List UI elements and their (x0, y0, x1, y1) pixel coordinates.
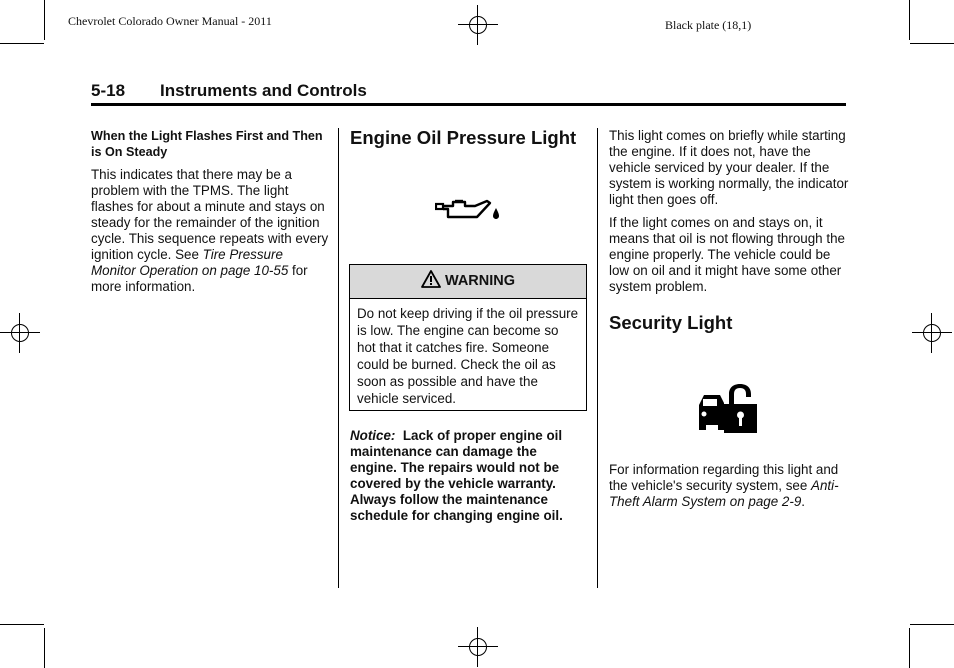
heading-oil-pressure: Engine Oil Pressure Light (350, 127, 577, 148)
cross-reference-link[interactable]: Anti-Theft Alarm System on page 2-9 (609, 478, 839, 509)
cross-reference-link[interactable]: Tire Pressure Monitor Operation on page 10-55 (91, 247, 289, 278)
crop-mark (910, 624, 954, 625)
subheading: When the Light Flashes First and Then is On Steady (91, 129, 323, 159)
warning-header (350, 265, 586, 299)
crop-mark (0, 43, 44, 44)
exclamation-triangle-icon (421, 270, 441, 288)
registration-mark-top (458, 5, 498, 45)
oil-light-paragraph-1: This light comes on briefly while starting the engine. If it does not, have the vehicle serviced by your dealer. If the system is working normally, the indicator light then goes off. (609, 128, 849, 207)
notice-paragraph (350, 428, 585, 524)
oil-can-icon (435, 196, 501, 230)
warning-text: Do not keep driving if the oil pressure is low. The engine can become so hot that it catches fire. Someone could be burned. Check the oil as soon as possible and have the vehicle serviced. (357, 306, 579, 406)
notice-label: Notice: (350, 428, 396, 443)
column-left (91, 128, 331, 302)
crop-mark (910, 43, 954, 44)
column-right (609, 128, 849, 335)
oil-light-paragraph-2: If the light comes on and stays on, it means that oil is not flowing through the engine properly. The vehicle could be low on oil and it might have some other system problem. (609, 215, 845, 294)
car-lock-icon (696, 383, 758, 434)
tpms-paragraph: This indicates that there may be a problem with the TPMS. The light flashes for about a minute and stays on steady for the remainder of the ignition cycle. This sequence repeats with every ignition cycle. See Tire Pressure Monitor Operation on page 10-55 for more information. (91, 167, 329, 294)
running-head-left: Chevrolet Colorado Owner Manual - 2011 (68, 14, 272, 28)
notice-text: Lack of proper engine oil maintenance can damage the engine. The repairs would not be covered by the vehicle warranty. Always follow the maintenance schedule for changing engine oil. (350, 428, 563, 523)
running-head-right: Black plate (18,1) (665, 18, 752, 32)
crop-mark (44, 628, 45, 668)
registration-mark-left (0, 313, 40, 353)
warning-label: WARNING (444, 273, 516, 289)
column-divider (338, 128, 339, 588)
warning-box (349, 264, 587, 411)
section-title: Instruments and Controls (160, 81, 367, 100)
registration-mark-right (912, 313, 952, 353)
column-divider (597, 128, 598, 588)
crop-mark (909, 628, 910, 668)
crop-mark (44, 0, 45, 40)
heading-security-light: Security Light (609, 312, 733, 333)
security-paragraph: For information regarding this light and the vehicle's security system, see Anti-Theft Alarm System on page 2-9. (609, 462, 839, 509)
column-middle (350, 126, 587, 150)
crop-mark (0, 624, 44, 625)
registration-mark-bottom (458, 627, 498, 667)
crop-mark (909, 0, 910, 40)
section-header (91, 81, 846, 106)
page-number: 5-18 (91, 81, 126, 100)
